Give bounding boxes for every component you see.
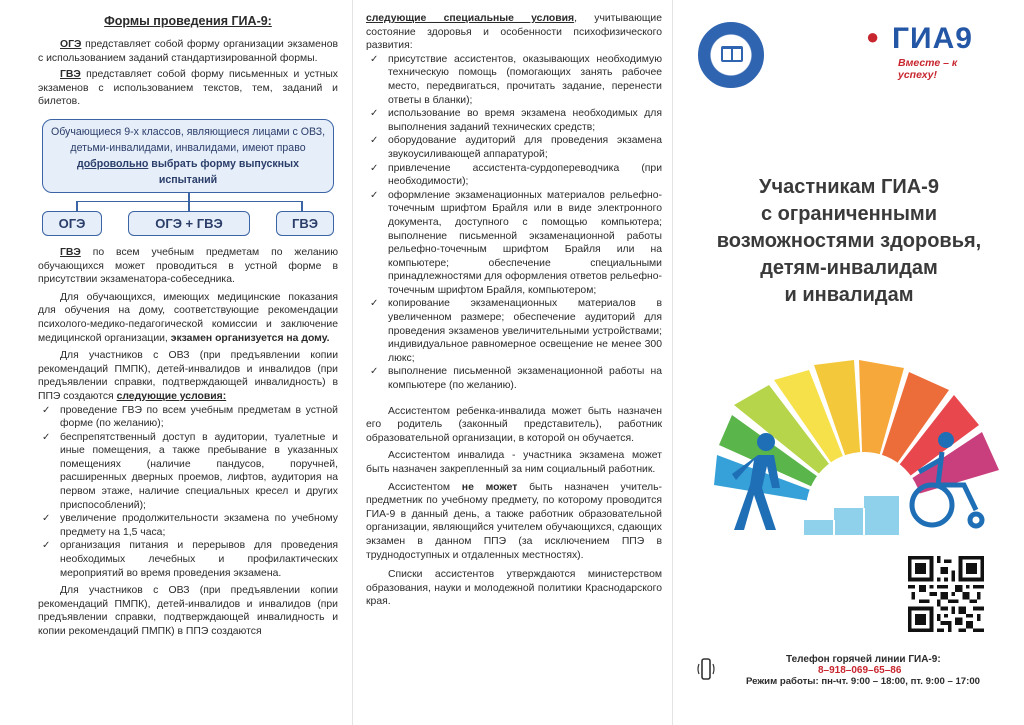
check-icon: ✓: [42, 513, 51, 525]
list-item: [38, 431, 338, 513]
hotline-block: [746, 654, 1006, 687]
form-oge-box: ОГЭ: [42, 211, 102, 236]
check-icon: ✓: [370, 108, 379, 120]
ministry-emblem-icon: [698, 22, 764, 88]
gia9-logo: [866, 22, 996, 81]
list-item: [366, 297, 662, 365]
gve-oral-text: по всем учебным предметам по желанию обучающихся может проводиться в устной форме в присутствии экзаменатора-собеседника.: [38, 246, 338, 286]
phone-icon: [696, 655, 716, 683]
note-line-3-rest: выбрать форму выпускных испытаний: [148, 157, 299, 186]
book-icon: [721, 46, 743, 62]
ovz-1-bold: следующие условия:: [116, 390, 227, 402]
home-exam-text: Для обучающихся, имеющих медицинские показания для обучения на дому, соответствующие рекомендации психолого-медико-педагогической комиссии и заключение медицинской организации,: [38, 291, 338, 344]
form-gve-box: ГВЭ: [276, 211, 334, 236]
home-exam-paragraph: [38, 291, 338, 345]
assistant-restriction-paragraph: [366, 481, 662, 563]
list-item: [38, 404, 338, 431]
qr-code-icon[interactable]: [908, 556, 984, 632]
cover-title-line: с ограниченными: [760, 203, 937, 225]
restriction-post: быть назначен учитель-предметник по учебному предмету, по которому проводится ГИА-9 в данный день, а также работник образовательной организации, являющийся учителем обучающихся, сдающих экзамен в данном ППЭ (за исключением ППЭ в труднодоступных и отдаленных местностях).: [366, 481, 662, 561]
ovz-1-text: Для участников с ОВЗ (при предъявлении копии рекомендаций ПМПК), детей-инвалидов и инвалидов (при предъявлении справки, подтверждающей инвалидность) в ППЭ создаются: [38, 350, 338, 402]
list-item-text: присутствие ассистентов, оказывающих необходимую техническую помощь (помогающих занять рабочее место, передвигаться, прочитать задание, перенести ответы в бланки);: [388, 53, 662, 106]
list-item-text: беспрепятственный доступ в аудитории, туалетные и иные помещения, а также пребывание в указанных помещениях (наличие пандусов, поручней, расширенных дверных проемов, лифтов, аудитория на первом этаже, наличие специальных кресел и других приспособлений);: [60, 431, 338, 511]
cover-title: [684, 174, 1014, 309]
list-item: [366, 53, 662, 107]
gia9-logo-text: ГИА9: [892, 22, 973, 55]
sun-people-illustration: [714, 360, 1004, 535]
hotline-number: 8–918–069–65–86: [818, 665, 902, 676]
column-cover: [684, 0, 1014, 725]
exam-forms-row: [42, 211, 334, 236]
assistant-invalid-paragraph: Ассистентом инвалида - участника экзамена может быть назначен закрепленный за ним социальный работник.: [366, 450, 662, 475]
column-special-conditions: [366, 12, 662, 725]
oge-abbr: ОГЭ: [60, 39, 82, 50]
oge-text: представляет собой форму организации экзаменов с использованием заданий стандартизированной формы.: [38, 39, 338, 64]
form-oge-gve-box: ОГЭ + ГВЭ: [128, 211, 250, 236]
check-icon: ✓: [370, 366, 379, 378]
list-item-text: использование во время экзамена необходимых для выполнения заданий технических средств;: [388, 108, 662, 133]
conditions-list-1: [38, 404, 338, 581]
check-icon: ✓: [370, 135, 379, 147]
gia9-slogan: Вместе – к успеху!: [898, 57, 958, 81]
note-bold-word: добровольно: [76, 157, 149, 170]
cover-title-line: детям-инвалидам: [760, 257, 938, 279]
restriction-pre: Ассистентом: [388, 481, 462, 493]
list-item-text: копирование экзаменационных материалов в увеличенном размере; обеспечение аудиторий для проведения экзаменов увеличительными устройствами; индивидуальное равномерное освещение не менее 300 люкс;: [388, 298, 662, 364]
check-icon: ✓: [370, 189, 379, 201]
check-icon: ✓: [42, 540, 51, 552]
check-icon: ✓: [370, 162, 379, 174]
gve-text: представляет собой форму письменных и устных экзаменов с использованием текстов, тем, заданий и билетов.: [38, 69, 338, 108]
ovz-paragraph-1: [38, 349, 338, 403]
people-figures-icon: ●: [866, 24, 880, 49]
check-icon: ✓: [42, 404, 51, 416]
list-item: [38, 512, 338, 539]
cover-title-line: Участникам ГИА-9: [759, 176, 939, 198]
ovz-paragraph-2: Для участников с ОВЗ (при предъявлении копии рекомендаций ПМПК), детей-инвалидов и инвалидов (при предъявлении справки, подтверждающей инвалидность и копии рекомендаций ПМПК) в ППЭ создаются: [38, 585, 338, 637]
hotline-label: Телефон горячей линии ГИА-9:: [786, 654, 941, 665]
assistant-child-paragraph: Ассистентом ребенка-инвалида может быть назначен его родитель (законный представитель), работник образовательной организации, в которой он обучается.: [366, 405, 662, 444]
gve-oral-paragraph: [38, 246, 338, 287]
choice-note-box: [42, 119, 334, 193]
cover-title-line: и инвалидам: [784, 284, 914, 306]
column-forms: [38, 0, 338, 725]
list-item-text: организация питания и перерывов для проведения необходимых лечебных и профилактических мероприятий во время проведения экзамена.: [60, 540, 338, 579]
check-icon: ✓: [370, 298, 379, 310]
special-intro-bold: следующие специальные условия: [366, 13, 575, 24]
list-item: [366, 162, 662, 189]
note-line-2: детьми-инвалидами, инвалидами, имеют право: [70, 141, 306, 154]
fold-divider-right: [672, 0, 673, 725]
restriction-bold: не может: [461, 481, 518, 493]
list-item-text: проведение ГВЭ по всем учебным предметам в устной форме (по желанию);: [60, 404, 338, 430]
forms-heading: Формы проведения ГИА-9:: [104, 14, 272, 28]
gve-abbr: ГВЭ: [60, 69, 81, 81]
note-line-1: Обучающиеся 9-х классов, являющиеся лицами с ОВЗ,: [50, 125, 326, 138]
hotline-hours: Режим работы: пн-чт. 9:00 – 18:00, пт. 9:00 – 17:00: [746, 676, 980, 687]
list-item: [38, 539, 338, 580]
list-item: [366, 107, 662, 134]
list-item-text: оформление экзаменационных материалов рельефно-точечным шрифтом Брайля или в виде электронного документа, доступного с помощью компьютера; выполнение письменной экзаменационной работы рельефно-точечным шрифтом Брайля или на компьютере; обеспечение специальными принадлежностями для оформления ответов рельефно-точечным шрифтом Брайля, компьютером;: [388, 189, 662, 296]
list-item-text: выполнение письменной экзаменационной работы на компьютере (по желанию).: [388, 366, 662, 392]
list-item: [366, 134, 662, 161]
list-item-text: оборудование аудиторий для проведения экзамена звукоусиливающей аппаратурой;: [388, 135, 662, 160]
assistant-lists-paragraph: Списки ассистентов утверждаются министерством образования, науки и молодежной политики Краснодарского края.: [366, 569, 662, 608]
check-icon: ✓: [370, 53, 379, 65]
list-item: [366, 189, 662, 298]
home-exam-bold: экзамен организуется на дому.: [170, 332, 330, 344]
conditions-list-2: [366, 53, 662, 393]
fold-divider-left: [352, 0, 353, 725]
list-item: [366, 365, 662, 392]
note-line-3: [49, 156, 327, 188]
oge-paragraph: [38, 38, 338, 65]
choice-connector: [42, 193, 334, 211]
list-item-text: увеличение продолжительности экзамена по учебному предмету на 1,5 часа;: [60, 513, 338, 538]
gve-oral-abbr: ГВЭ: [60, 246, 81, 258]
special-intro: [366, 12, 662, 53]
cover-title-line: возможностями здоровья,: [716, 230, 982, 252]
check-icon: ✓: [42, 431, 51, 443]
special-intro-text: , учитывающие состояние здоровья и особенности психофизического развития:: [366, 13, 662, 52]
gve-paragraph: [38, 68, 338, 109]
list-item-text: привлечение ассистента-сурдопереводчика (при необходимости);: [388, 162, 662, 188]
